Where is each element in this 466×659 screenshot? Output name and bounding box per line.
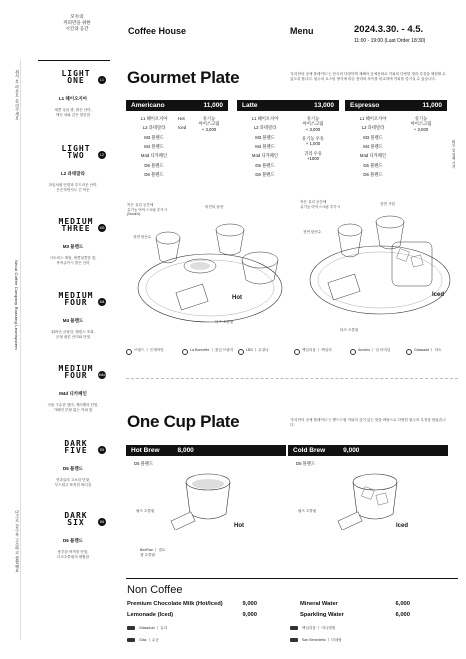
gourmet-illustration-left	[130, 200, 290, 330]
roast-badge: M4	[99, 300, 105, 304]
roast-label: L1 헤이오지아	[58, 96, 88, 101]
bean-option[interactable]: M4d 디카페인	[251, 153, 279, 159]
noncoffee-title: Non Coffee	[127, 584, 183, 596]
drink-name: Latte	[242, 102, 258, 109]
gourmet-column	[237, 100, 339, 195]
item-price: 6,000	[395, 601, 410, 607]
roast-logo	[54, 70, 98, 84]
logo-icon	[127, 626, 135, 630]
addon-icecream[interactable]: 유기농 아이스크림 + 3,000	[410, 116, 432, 132]
bean-option[interactable]: L2 과테말라	[361, 125, 385, 131]
item-name: Sparkling Water	[300, 612, 344, 618]
gourmet-illustration-right	[300, 200, 460, 330]
gourmet-column-header	[237, 100, 339, 111]
sidebar	[0, 0, 110, 659]
gourmet-ann-5: 작은 유리 공간에 유기농 아이스크림 추가시	[300, 200, 341, 209]
addon-oat-milk[interactable]: 귀리 우유 +1000	[304, 150, 322, 162]
legend-dot-icon	[126, 349, 132, 355]
legend-text: LBS ㅣ 무창나	[246, 348, 269, 352]
roast-logo-line2: ONE	[67, 76, 85, 86]
addon-icecream[interactable]: 유기농 아이스크림 + 3,000	[302, 116, 324, 132]
roast-item	[38, 365, 108, 435]
bean-option[interactable]: M3 블렌드	[363, 134, 383, 140]
onecup-illustration-right	[335, 470, 415, 530]
roast-item	[38, 440, 108, 510]
header	[128, 22, 458, 62]
roast-badge: L1	[98, 76, 106, 84]
legend-item	[238, 348, 292, 355]
temp-option[interactable]: Hot	[178, 116, 185, 121]
brand-name: Coffee House	[128, 26, 187, 36]
roast-label: M4d 디카페인	[59, 391, 87, 396]
bean-option[interactable]: D6 블렌드	[363, 172, 383, 178]
roast-description: 과일처럼 단맛과 부드러운 산미, 은은하면서도 긴 여운	[48, 183, 98, 192]
sidebar-vertical-mid: Seoul Coffee Company Roasting Levelsystem	[14, 260, 19, 350]
roast-label: D5 블렌드	[62, 466, 84, 471]
roast-logo-line2: THREE	[61, 224, 91, 234]
roast-badge: D6	[99, 520, 105, 524]
roast-logo	[54, 292, 98, 306]
legend-item	[290, 638, 342, 643]
roast-logo	[54, 218, 98, 232]
logo-icon	[127, 638, 135, 642]
logo-icon	[290, 626, 298, 630]
menu-label: Menu	[290, 26, 314, 36]
noncoffee-item[interactable]	[127, 612, 257, 618]
legend-dot-icon	[294, 349, 300, 355]
gourmet-iced-label: Iced	[432, 292, 445, 298]
item-price: 6,000	[395, 612, 410, 618]
roast-logo-line2: FIVE	[64, 446, 88, 456]
extras	[397, 116, 445, 136]
legend-text: Glas ㅣ 수공	[139, 638, 159, 642]
gourmet-ann-6: 천연 시럽	[380, 202, 395, 206]
bean-option[interactable]: M4d 디카페인	[359, 153, 387, 159]
onecup-note: '우리만의 공예 플레이트'는 핸드드립 커피의 깊이 있는 맛을 바탕으로 다양한 원두의 특징을 담았습니다.	[290, 418, 446, 427]
roast-item	[38, 218, 108, 288]
roast-logo-line1: MEDIUM	[58, 217, 94, 226]
roast-logo-line2: FOUR	[64, 371, 88, 381]
bean-option[interactable]: L1 헤이오지아	[359, 116, 387, 121]
item-price: 9,000	[242, 612, 257, 618]
roast-description: 견과류의 고소한 단맛, 부드럽고 묵직한 바디감	[54, 478, 92, 487]
drink-price: 13,000	[314, 102, 334, 109]
legend-item	[127, 626, 167, 631]
gourmet-note: '우리만의 공예 플레이트'는 한국의 다양하게 재해석 공예문화로 커피의 다양한 맛과 특징을 체험할 수 있도록 합니다. 원두의 로스팅 방식에 따른 풍미의 차이를 비교하며 커피를 즐기실 수 있습니다.	[290, 72, 446, 81]
gourmet-side-note: 확인 및 결제 가격	[451, 140, 455, 169]
gourmet-ann-3: 천연 탄산수	[133, 235, 152, 239]
item-name: Premium Chocolate Milk (Hot/Iced)	[127, 601, 223, 607]
sidebar-vertical-bottom: 다크로 갈수록 고소하고 쌉쌀해요	[15, 510, 20, 573]
bean-list	[241, 116, 289, 182]
roast-logo	[54, 365, 98, 379]
roast-logo-line2: SIX	[67, 518, 85, 528]
drink-price: 9,000	[343, 447, 360, 454]
legend-item	[182, 348, 236, 355]
roast-label: M3 블렌드	[62, 244, 84, 249]
legend-dot-icon	[350, 349, 356, 355]
roast-logo-line2: TWO	[67, 151, 85, 161]
bean-option[interactable]: L2 과테말라	[253, 125, 277, 131]
drink-name: Hot Brew	[131, 447, 160, 454]
roast-description: 시트러스 계열, 새콤달콤한 맛, 목작쥬이시 밝은 산미	[49, 256, 97, 265]
bean-option[interactable]: D6 블렌드	[144, 172, 164, 178]
bean-option[interactable]: M4 블렌드	[255, 144, 275, 150]
gourmet-legend	[126, 348, 458, 368]
drink-name: Americano	[131, 102, 165, 109]
bean-option[interactable]: M4d 디카페인	[140, 153, 168, 159]
drink-name-group	[293, 447, 359, 454]
onecup-legend: BeeRae ㅣ 빌로 캡 초콜릿	[140, 548, 166, 557]
gourmet-column-header	[345, 100, 447, 111]
legend-text: 백일리움 ㅣ 미니앨범	[302, 626, 336, 630]
roast-logo-line1: MEDIUM	[58, 364, 94, 373]
roast-item	[38, 70, 108, 140]
bean-option[interactable]: D5 블렌드	[296, 461, 316, 466]
roast-description: 뛰어난 균형감, 밸런스 조화, 균형 잡힌 산미와 단맛	[51, 330, 95, 339]
bean-option[interactable]: D5 블렌드	[255, 162, 275, 168]
legend-text: San Benedetto ㅣ 미네랄	[302, 638, 342, 642]
onecup-ann: 필즈 초콜릿	[136, 509, 155, 513]
noncoffee-item[interactable]	[127, 601, 257, 607]
gourmet-hot-label: Hot	[232, 295, 242, 301]
legend-item	[406, 348, 460, 355]
legend-dot-icon	[182, 349, 188, 355]
roast-logo	[54, 440, 98, 454]
roast-badge: M4d	[98, 373, 106, 377]
onecup-ann: 필즈 초콜릿	[298, 509, 317, 513]
noncoffee-item[interactable]	[300, 612, 410, 618]
gourmet-column	[126, 100, 228, 195]
onecup-illustration-left	[168, 470, 248, 530]
temp-option[interactable]: Iced	[178, 125, 187, 131]
extras	[289, 116, 337, 162]
roast-badge: D5	[99, 448, 105, 452]
sidebar-vertical-top: 취식 후 라운드 문의주세요	[15, 70, 20, 121]
item-price: 9,000	[242, 601, 257, 607]
roast-badge: L2	[98, 151, 106, 159]
extras	[178, 116, 226, 135]
event-dates: 2024.3.30. - 4.5.	[354, 24, 424, 35]
roast-description: 풍부한 묵직한 단맛, 다크초콜릿의 쌉쌀함	[56, 550, 90, 559]
legend-text: La Bonnette ㅣ 꽃잎 브릿지	[190, 348, 234, 352]
sidebar-top-rule	[38, 60, 110, 61]
temp-options	[178, 116, 192, 135]
addon-icecream[interactable]: 유기농 아이스크림 + 3,000	[198, 116, 220, 132]
bean-list	[349, 116, 397, 182]
roast-label: L2 과테말라	[61, 171, 85, 176]
bean-option[interactable]: M4 블렌드	[363, 144, 383, 150]
roast-label: M4 블렌드	[62, 318, 84, 323]
roast-logo-line1: LIGHT	[61, 69, 91, 78]
legend-item	[294, 348, 348, 355]
item-name: Lemonade (Iced)	[127, 612, 174, 618]
roast-logo-line2: FOUR	[64, 298, 88, 308]
legend-item	[290, 626, 335, 631]
bean-list	[130, 116, 178, 182]
roast-item	[38, 512, 108, 582]
roast-item	[38, 145, 108, 215]
legend-text: Glassadd ㅣ 하트	[414, 348, 442, 352]
legend-item	[127, 638, 159, 643]
roast-badge: M3	[99, 226, 105, 230]
bean-option[interactable]: D5 블렌드	[134, 461, 154, 466]
roast-logo-line1: LIGHT	[61, 144, 91, 153]
gourmet-column	[345, 100, 447, 195]
drink-name-group	[131, 447, 194, 454]
drink-price: 11,000	[422, 102, 442, 109]
drink-price: 8,000	[177, 447, 194, 454]
bean-option[interactable]: D6 블렌드	[255, 172, 275, 178]
bean-option[interactable]: L2 과테말라	[142, 125, 166, 131]
sidebar-vertical-line	[20, 60, 21, 640]
temp-label: Hot	[234, 523, 244, 529]
onecup-column-header	[126, 445, 286, 456]
roast-logo-line1: DARK	[64, 439, 88, 448]
divider	[126, 378, 458, 379]
gourmet-ann-4: 타즈 초콜릿	[215, 320, 234, 324]
legend-text: 브릿드 ㅣ 은재씨앗	[134, 348, 164, 352]
bean-option[interactable]: D5 블렌드	[144, 162, 164, 168]
drink-price: 11,000	[203, 102, 223, 109]
drink-name: Cold Brew	[293, 447, 326, 454]
bean-option[interactable]: M4 블렌드	[144, 144, 164, 150]
gourmet-ann-2: 비민의 잘잔	[205, 205, 224, 209]
gourmet-column-header	[126, 100, 228, 111]
bean-option[interactable]: D5 블렌드	[363, 162, 383, 168]
roast-label: D6 블렌드	[62, 538, 84, 543]
bean-option[interactable]: L1 헤이오지아	[251, 116, 279, 121]
addon-organic-milk[interactable]: 유기농 우유 + 1,000	[302, 136, 324, 147]
sidebar-header: 모두의 커피만을 위한 시간과 공간	[63, 14, 91, 32]
roast-logo	[54, 512, 98, 526]
onecup-title: One Cup Plate	[127, 412, 240, 431]
legend-dot-icon	[406, 349, 412, 355]
bean-option[interactable]: M3 블렌드	[144, 134, 164, 140]
onecup-column-header	[288, 445, 448, 456]
drink-name: Espresso	[350, 102, 380, 109]
gourmet-ann-1: 작은 유리 공간에 유기농 아이스크림 추가시 (Nouk's)	[127, 203, 168, 217]
temp-label: Iced	[396, 523, 409, 529]
roast-item	[38, 292, 108, 362]
legend-item	[350, 348, 404, 355]
noncoffee-item[interactable]	[300, 601, 410, 607]
legend-text: Anneks ㅣ 임 터미널	[358, 348, 391, 352]
gourmet-ann-8: 타즈 초콜릿	[340, 328, 359, 332]
item-name: Mineral Water	[300, 601, 338, 607]
roast-description: 새콤 상큼 향, 밝은 산미, 깨끗 차와 같은 깔끔함	[54, 108, 92, 117]
legend-text: 백일리움 ㅣ 백일리	[302, 348, 332, 352]
logo-icon	[290, 638, 298, 642]
opening-hours: 11:00 - 19:00 (Last Order 18:30)	[354, 38, 426, 44]
noncoffee-rule	[126, 578, 458, 579]
legend-dot-icon	[238, 349, 244, 355]
legend-item	[126, 348, 180, 355]
roast-description: 곡물 구수한 향미, 캐러멜의 단맛, 카페인 부담 없는 커피 맛	[47, 403, 99, 412]
legend-text: GlassAdd ㅣ 유리	[139, 626, 167, 630]
bean-option[interactable]: L1 헤이오지아	[140, 116, 168, 121]
roast-logo	[54, 145, 98, 159]
roast-logo-line1: DARK	[64, 511, 88, 520]
gourmet-title: Gourmet Plate	[127, 68, 240, 87]
roast-logo-line1: MEDIUM	[58, 291, 94, 300]
gourmet-ann-7: 천연 탄산수	[303, 230, 322, 234]
bean-option[interactable]: M3 블렌드	[255, 134, 275, 140]
